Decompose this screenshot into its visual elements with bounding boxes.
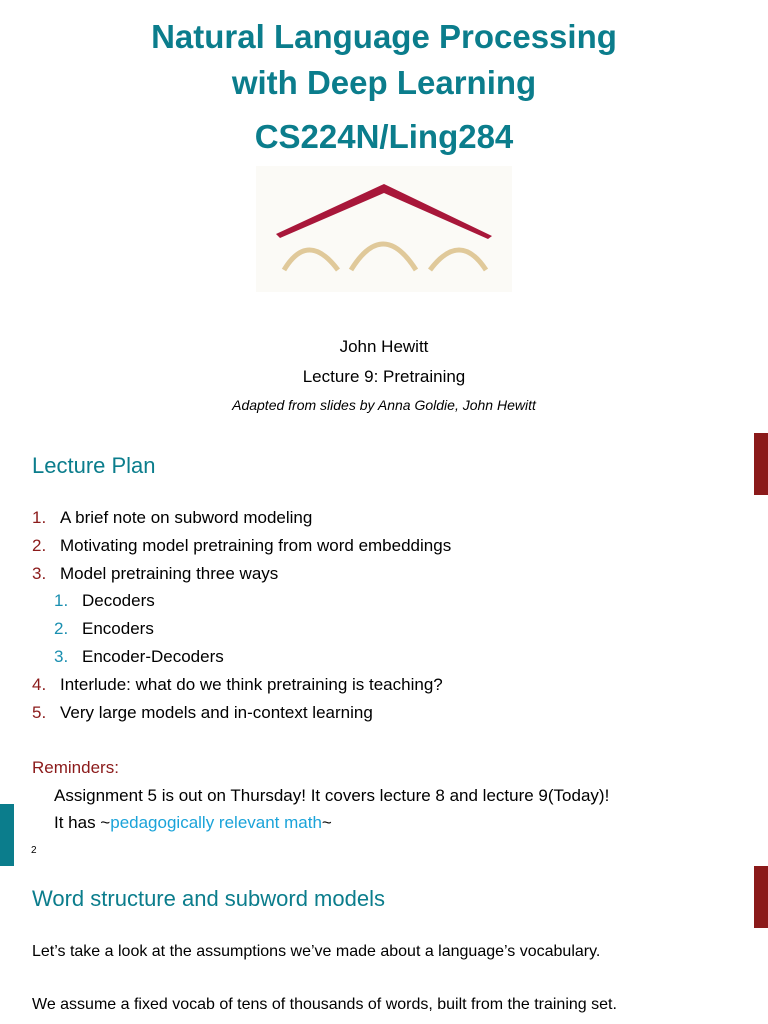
title-line-2: with Deep Learning (231, 64, 537, 101)
reminders-label: Reminders: (32, 758, 119, 777)
lecture-title: Lecture 9: Pretraining (302, 367, 466, 386)
author: John Hewitt (339, 337, 429, 356)
vocab-paragraph-1: Let’s take a look at the assumptions we’ve made about a language’s vocabulary. (32, 943, 601, 960)
title-line-1: Natural Language Processing (151, 18, 617, 55)
math-link[interactable]: pedagogically relevant math (110, 813, 322, 832)
plan-subitem-1: 1. Decoders (54, 591, 155, 610)
plan-item-3: 3. Model pretraining three ways (32, 564, 279, 583)
lecture-plan-heading: Lecture Plan (32, 453, 156, 478)
slide-accent-bar-teal (0, 804, 14, 866)
word-structure-heading: Word structure and subword models (32, 886, 385, 911)
title-line-3: CS224N/Ling284 (254, 118, 514, 155)
plan-item-4: 4. Interlude: what do we think pretraining is teaching? (32, 675, 443, 694)
plan-item-5: 5. Very large models and in-context learning (32, 703, 373, 722)
adapted-credit: Adapted from slides by Anna Goldie, John Hewitt (232, 397, 536, 413)
plan-subitem-3: 3. Encoder-Decoders (54, 647, 224, 666)
page-number: 2 (31, 845, 37, 856)
stanford-logo-icon (256, 166, 512, 292)
plan-item-2: 2. Motivating model pretraining from word embeddings (32, 536, 452, 555)
slide-accent-bar (754, 433, 768, 495)
vocab-paragraph-2: We assume a fixed vocab of tens of thousands of words, built from the training set. (32, 996, 617, 1013)
reminder-assignment: Assignment 5 is out on Thursday! It covers lecture 8 and lecture 9(Today)! (54, 786, 610, 805)
plan-item-1: 1. A brief note on subword modeling (32, 508, 313, 527)
reminder-math: It has ~pedagogically relevant math~ (54, 813, 332, 832)
plan-subitem-2: 2. Encoders (54, 619, 154, 638)
slide-accent-bar-2 (754, 866, 768, 928)
